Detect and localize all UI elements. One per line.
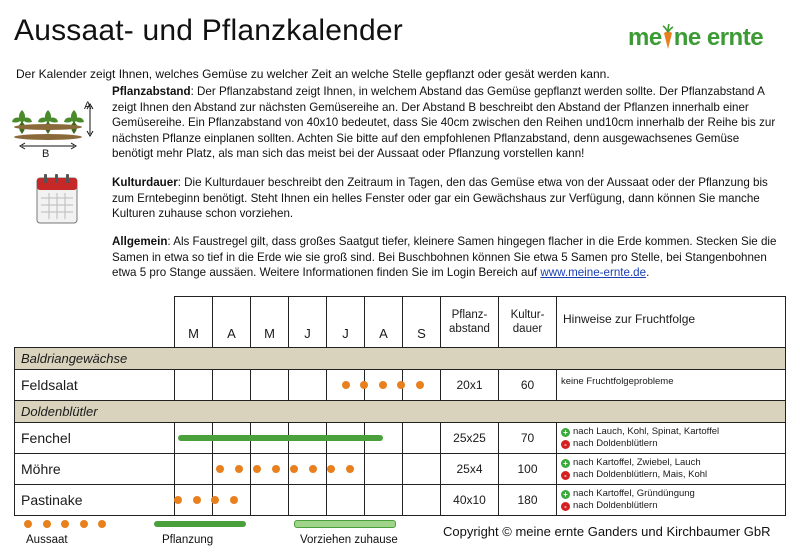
aussaat-dot — [230, 496, 238, 504]
hints-cell: + nach Lauch, Kohl, Spinat, Kartoffel - nach Doldenblütlern — [557, 423, 786, 454]
legend-aussaat-dot — [80, 520, 88, 528]
legend-pflanzung-label: Pflanzung — [162, 534, 214, 546]
label-b: B — [42, 148, 50, 160]
aussaat-dot — [416, 381, 424, 389]
dauer-cell: 180 — [499, 485, 557, 516]
month-header: J — [289, 297, 327, 348]
legend-aussaat-dot — [61, 520, 69, 528]
legend-aussaat-dot — [98, 520, 106, 528]
calendar-icon — [36, 174, 78, 224]
abstand-cell: 25x25 — [441, 423, 499, 454]
legend-aussaat-dot — [43, 520, 51, 528]
plus-icon: + — [561, 490, 570, 499]
group-row-baldriangewaechse: Baldriangewächse — [15, 348, 786, 370]
copyright-text: Copyright © meine ernte Ganders und Kirchbaumer GbR — [443, 524, 771, 539]
month-header: J — [327, 297, 365, 348]
plus-icon: + — [561, 459, 570, 468]
minus-icon: - — [561, 471, 570, 480]
kulturdauer-header: Kultur- dauer — [499, 297, 557, 348]
hinweise-header: Hinweise zur Fruchtfolge — [557, 297, 786, 348]
kulturdauer-heading: Kulturdauer — [112, 176, 178, 189]
pflanzabstand-heading: Pflanzabstand — [112, 85, 191, 98]
hints-cell: + nach Kartoffel, Zwiebel, Lauch - nach Doldenblütlern, Mais, Kohl — [557, 454, 786, 485]
crop-name: Möhre — [15, 454, 175, 485]
month-header: A — [213, 297, 251, 348]
month-header: A — [365, 297, 403, 348]
legend-aussaat-label: Aussaat — [26, 534, 68, 546]
pflanzabstand-text: : Der Pflanzabstand zeigt Ihnen, in welchem Abstand das Gemüse gepflanzt werden sollte. Der Pflanzabstand A zeigt Ihnen den Abstand zur nächsten Gemüsereihe an. Der Abstand B beschreibt den Abstand der Pflanzen innerhalb einer Gemüsereihe. Ein Pflanzabstand von 40x10 bedeutet, dass Sie 40cm zwischen den Reihen und10cm innerhalb der Reihe bis zur nächsten Pflanze einplanen sollten. Achten Sie bitte auf den empfohlenen Pflanzabstand, denn ausgewachsenes Gemüse benötigt mehr Platz, als man sich das meist bei der Aussaat oder Pflanzung vorstellen kann! — [112, 85, 776, 160]
hints-cell: keine Fruchtfolgeprobleme — [557, 370, 786, 401]
abstand-cell: 40x10 — [441, 485, 499, 516]
table-row — [15, 423, 786, 454]
allgemein-heading: Allgemein — [112, 235, 168, 248]
planting-calendar-table — [14, 296, 786, 516]
crop-name: Fenchel — [15, 423, 175, 454]
dauer-cell: 60 — [499, 370, 557, 401]
aussaat-dot — [193, 496, 201, 504]
table-row — [15, 485, 786, 516]
meine-ernte-logo: me ne ernte — [628, 24, 764, 51]
allgemein-paragraph: Allgemein: Als Faustregel gilt, dass großes Saatgut tiefer, kleinere Samen hingegen flacher in die Erde kommen. Stecken Sie die Samen in etwa so tief in die Erde wie sie groß sind. Bei Buschbohnen können Sie etwa 5 Samen pro Stelle, bei Stangenbohnen etwa 5 pro Stange aussäen. Weitere Informationen finden Sie im Login Bereich auf www.meine-ernte.de. — [112, 235, 777, 279]
aussaat-dot — [342, 381, 350, 389]
plant-spacing-icon — [10, 96, 108, 158]
carrot-logo-icon — [662, 24, 674, 50]
legend-pflanzung-marker — [154, 521, 246, 527]
pflanzabstand-header: Pflanz- abstand — [441, 297, 499, 348]
month-header: S — [403, 297, 441, 348]
crop-name: Pastinake — [15, 485, 175, 516]
aussaat-dot — [397, 381, 405, 389]
hints-cell: + nach Kartoffel, Gründüngung - nach Doldenblütlern — [557, 485, 786, 516]
minus-icon: - — [561, 502, 570, 511]
legend-vorziehen-marker — [294, 520, 396, 528]
abstand-cell: 20x1 — [441, 370, 499, 401]
legend-aussaat-dot — [24, 520, 32, 528]
table-row — [15, 454, 786, 485]
dauer-cell: 70 — [499, 423, 557, 454]
aussaat-dot — [235, 465, 243, 473]
aussaat-dot — [360, 381, 368, 389]
legend-aussaat-marker — [24, 520, 114, 528]
corner-cell — [15, 297, 175, 348]
label-a: A — [84, 100, 92, 112]
intro-text: Der Kalender zeigt Ihnen, welches Gemüse zu welcher Zeit an welche Stelle gepflanzt oder gesät werden kann. — [16, 67, 610, 81]
dauer-cell: 100 — [499, 454, 557, 485]
aussaat-dot — [272, 465, 280, 473]
pflanzung-bar — [178, 435, 383, 441]
minus-icon: - — [561, 440, 570, 449]
legend-vorziehen-label: Vorziehen zuhause — [300, 534, 398, 546]
aussaat-dot — [379, 381, 387, 389]
allgemein-text: : Als Faustregel gilt, dass großes Saatgut tiefer, kleinere Samen hingegen flacher in die Erde kommen. Stecken Sie die Samen in etwa so tief in die Erde wie sie groß sind. Bei Buschbohnen können Sie etwa 5 Samen pro Stelle, bei Stangenbohnen etwa 5 pro Stange aussäen. Weitere Informationen finden Sie im Login Bereich auf — [112, 235, 777, 279]
kulturdauer-text: : Die Kulturdauer beschreibt den Zeitraum in Tagen, den das Gemüse etwa von der Aussaat oder der Pflanzung bis zum Erntebeginn benötigt. Steht Ihnen ein helles Fenster oder gar ein Gewächshaus zur Verfügung, dann können Sie manche Kulturen zuhause schon vorziehen. — [112, 176, 768, 220]
plus-icon: + — [561, 428, 570, 437]
aussaat-dot — [309, 465, 317, 473]
kulturdauer-paragraph — [112, 175, 782, 222]
month-header: M — [175, 297, 213, 348]
crop-name: Feldsalat — [15, 370, 175, 401]
pflanzabstand-paragraph — [112, 84, 782, 162]
aussaat-dot — [346, 465, 354, 473]
group-row-doldenbluetler: Doldenblütler — [15, 401, 786, 423]
month-header: M — [251, 297, 289, 348]
page-title: Aussaat- und Pflanzkalender — [14, 14, 403, 47]
website-link[interactable]: www.meine-ernte.de — [540, 266, 647, 279]
abstand-cell: 25x4 — [441, 454, 499, 485]
